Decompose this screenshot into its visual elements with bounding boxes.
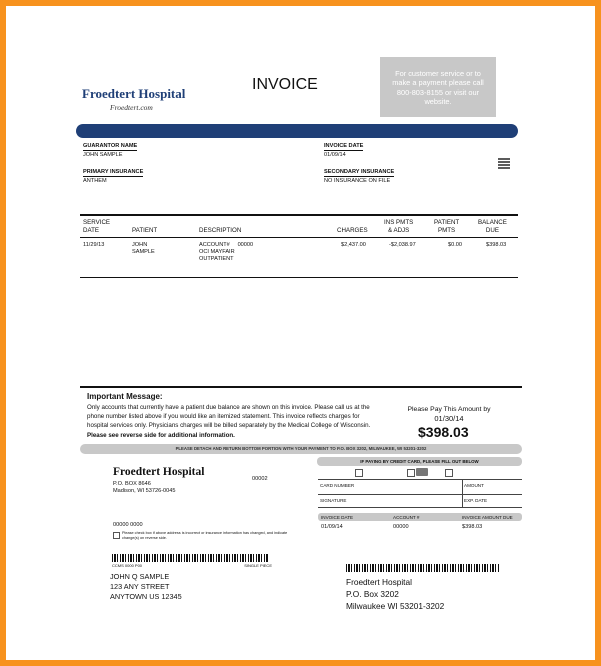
stub-address-1: P.O. BOX 8646 bbox=[113, 481, 151, 487]
inv-amount-label: INVOICE AMOUNT DUE bbox=[462, 515, 513, 520]
card-rule-1 bbox=[318, 479, 522, 480]
account-label: ACCOUNT # bbox=[393, 515, 420, 520]
col-charges: CHARGES bbox=[337, 227, 368, 234]
inv-amount-value: $398.03 bbox=[462, 524, 483, 530]
card-type-checkbox-2[interactable] bbox=[407, 469, 415, 477]
row-description: ACCOUNT# 00000 OCI MAYFAIR OUTPATIENT bbox=[199, 242, 254, 262]
signature-label[interactable]: SIGNATURE bbox=[320, 498, 347, 503]
checkbox-note: Please check box if above address is incorrect or insurance information has changed, and indicate change(s) on reverse side. bbox=[122, 531, 288, 540]
table-header-rule bbox=[80, 237, 518, 238]
secondary-insurance-value: NO INSURANCE ON FILE bbox=[324, 178, 391, 184]
qr-code-icon bbox=[498, 157, 510, 169]
card-type-checkbox-3[interactable] bbox=[445, 469, 453, 477]
primary-insurance-label: PRIMARY INSURANCE bbox=[83, 169, 144, 175]
inv-date-label: INVOICE DATE bbox=[321, 515, 354, 520]
stub-code: 00002 bbox=[252, 476, 268, 482]
header-band bbox=[76, 124, 518, 138]
address-change-checkbox[interactable] bbox=[113, 532, 120, 539]
stub-address-2: Madison, WI 53726-0045 bbox=[113, 488, 176, 494]
col-patient-pmts: PATIENT PMTS bbox=[434, 219, 460, 234]
stub-hospital-name: Froedtert Hospital bbox=[113, 466, 205, 478]
card-rule-3 bbox=[318, 507, 522, 508]
card-number-label[interactable]: CARD NUMBER bbox=[320, 483, 355, 488]
invoice-title: INVOICE bbox=[252, 76, 318, 93]
card-rule-2 bbox=[318, 494, 522, 495]
row-patient: JOHN SAMPLE bbox=[132, 242, 155, 255]
secondary-insurance-label: SECONDARY INSURANCE bbox=[324, 169, 395, 175]
col-patient: PATIENT bbox=[132, 227, 158, 234]
remit-address: Froedtert Hospital P.O. Box 3202 Milwaukee WI 53201-3202 bbox=[346, 577, 445, 611]
mail-street: 123 ANY STREET bbox=[110, 582, 170, 591]
card-title-bar: IF PAYING BY CREDIT CARD, PLEASE FILL OUT BELOW bbox=[317, 457, 522, 466]
hospital-logo-name: Froedtert Hospital bbox=[82, 86, 186, 101]
remit-barcode bbox=[346, 564, 500, 572]
pay-by-block: Please Pay This Amount by 01/30/14 bbox=[407, 406, 491, 423]
row-charges: $2,437.00 bbox=[341, 242, 366, 248]
row-balance-due: $398.03 bbox=[486, 242, 507, 248]
exp-date-label[interactable]: EXP. DATE bbox=[464, 498, 488, 503]
row-ins-pmts: -$2,038.97 bbox=[389, 242, 416, 248]
primary-insurance-value: ANTHEM bbox=[83, 178, 107, 184]
message-body: Only accounts that currently have a patient due balance are shown on this invoice. Please call us at the phone number listed above if you would like an itemized statement. This invoice reflects charges for hospital services only. Physicians charges will be billed separately by the Medical College of Wisconsin. Please see reverse side for additional information. bbox=[87, 404, 371, 439]
detach-strip: PLEASE DETACH AND RETURN BOTTOM PORTION WITH YOUR PAYMENT TO P.O. BOX 3202, MILWAUKEE, WI 53201-3202 bbox=[80, 444, 522, 454]
invoice-date-label: INVOICE DATE bbox=[324, 143, 364, 149]
mail-barcode bbox=[112, 554, 268, 562]
message-title: Important Message: bbox=[87, 392, 163, 401]
invoice-page bbox=[6, 6, 595, 660]
col-balance-due: BALANCE DUE bbox=[478, 219, 507, 234]
card-type-checkbox-1[interactable] bbox=[355, 469, 363, 477]
col-description: DESCRIPTION bbox=[199, 227, 242, 234]
guarantor-value: JOHN SAMPLE bbox=[83, 152, 123, 158]
inv-date-value: 01/09/14 bbox=[321, 524, 343, 530]
row-service-date: 11/29/13 bbox=[83, 242, 105, 248]
mail-name: JOHN Q SAMPLE bbox=[110, 572, 170, 581]
guarantor-label: GUARANTOR NAME bbox=[83, 143, 138, 149]
card-divider bbox=[462, 479, 463, 507]
mail-code-line: CCMS 0000 P00 SINGLE PIECE bbox=[112, 563, 272, 568]
pay-amount: $398.03 bbox=[418, 424, 469, 440]
col-ins-pmts: INS PMTS & ADJS bbox=[384, 219, 414, 234]
mail-city: ANYTOWN US 12345 bbox=[110, 592, 182, 601]
account-value: 00000 bbox=[393, 524, 409, 530]
message-rule bbox=[80, 386, 522, 388]
customer-service-text: For customer service or to make a payment please call 800-803-8155 or visit our website. bbox=[392, 69, 484, 107]
table-bottom-rule bbox=[80, 277, 518, 278]
invoice-date-value: 01/09/14 bbox=[324, 152, 346, 158]
hospital-website: Froedtert.com bbox=[110, 103, 153, 112]
customer-service-box bbox=[380, 57, 496, 117]
card-logo-icon bbox=[416, 468, 428, 476]
table-top-rule bbox=[80, 214, 518, 216]
row-patient-pmts: $0.00 bbox=[448, 242, 462, 248]
amount-label[interactable]: AMOUNT bbox=[464, 483, 484, 488]
stub-account: 00000 0000 bbox=[113, 522, 143, 528]
col-service-date: SERVICE DATE bbox=[83, 219, 111, 234]
